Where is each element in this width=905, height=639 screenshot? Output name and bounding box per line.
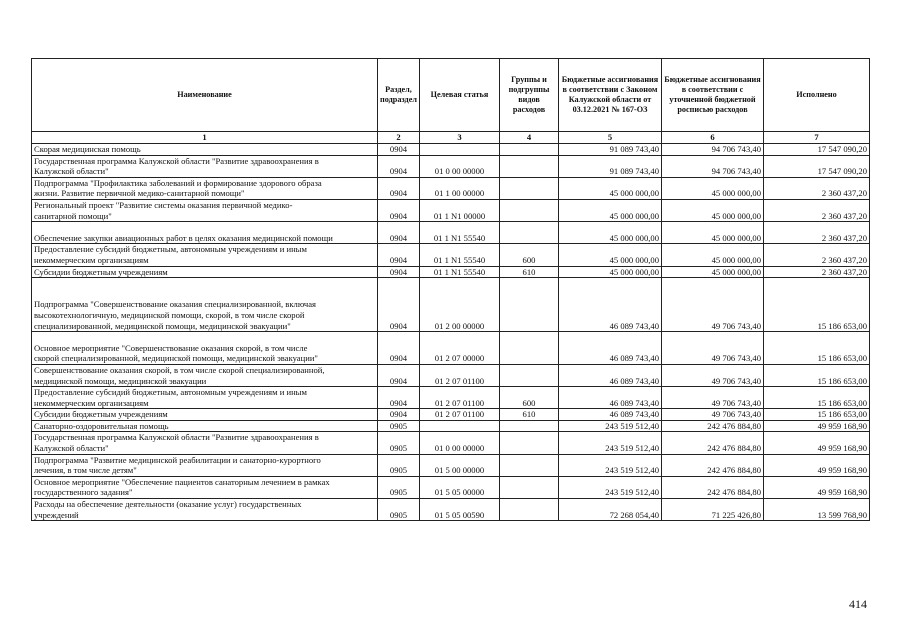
row-law-amount: 46 089 743,40 (559, 364, 662, 386)
row-name: Предоставление субсидий бюджетным, автономным учреждениям и иным некоммерческим организациям (32, 244, 378, 266)
table-row (32, 499, 870, 521)
row-group-code (500, 155, 559, 177)
row-group-code (500, 332, 559, 365)
row-target-code (420, 144, 500, 156)
table-row (32, 332, 870, 365)
row-target-code: 01 2 07 00000 (420, 332, 500, 365)
row-name: Субсидии бюджетным учреждениям (32, 409, 378, 421)
column-number: 5 (559, 132, 662, 144)
row-law-amount: 243 519 512,40 (559, 476, 662, 498)
row-law-amount: 45 000 000,00 (559, 199, 662, 221)
row-section: 0904 (378, 364, 420, 386)
row-executed-amount: 49 959 168,90 (764, 476, 870, 498)
column-number: 1 (32, 132, 378, 144)
row-name: Подпрограмма "Совершенствование оказания специализированной, включая высокотехнологичную, медицинской помощи, скорой, в том числе скорой специализированной, медицинской помощи, медицинской эвакуации" (32, 278, 378, 332)
row-executed-amount: 17 547 090,20 (764, 155, 870, 177)
table-row (32, 266, 870, 278)
row-group-code (500, 364, 559, 386)
row-law-amount: 243 519 512,40 (559, 420, 662, 432)
row-executed-amount: 2 360 437,20 (764, 244, 870, 266)
table-row (32, 420, 870, 432)
row-refined-amount: 94 706 743,40 (662, 155, 764, 177)
header-name: Наименование (32, 59, 378, 132)
header-section: Раздел, подраздел (378, 59, 420, 132)
row-target-code: 01 1 N1 55540 (420, 222, 500, 244)
column-number: 6 (662, 132, 764, 144)
row-target-code: 01 5 05 00000 (420, 476, 500, 498)
row-section: 0904 (378, 278, 420, 332)
row-section: 0904 (378, 177, 420, 199)
row-section: 0904 (378, 332, 420, 365)
header-row (32, 59, 870, 132)
row-target-code: 01 2 07 01100 (420, 387, 500, 409)
row-name: Санаторно-оздоровительная помощь (32, 420, 378, 432)
row-target-code: 01 0 00 00000 (420, 432, 500, 454)
table-row (32, 454, 870, 476)
row-section: 0904 (378, 222, 420, 244)
row-law-amount: 243 519 512,40 (559, 432, 662, 454)
row-section: 0904 (378, 266, 420, 278)
row-name: Совершенствование оказания скорой, в том числе скорой специализированной, медицинской помощи, медицинской эвакуации (32, 364, 378, 386)
table-row (32, 222, 870, 244)
row-refined-amount: 94 706 743,40 (662, 144, 764, 156)
header-law-allocations: Бюджетные ассигнования в соответствии с Законом Калужской области от 03.12.2021 № 167-ОЗ (559, 59, 662, 132)
row-law-amount: 46 089 743,40 (559, 409, 662, 421)
table-row (32, 387, 870, 409)
row-executed-amount: 49 959 168,90 (764, 420, 870, 432)
row-executed-amount: 2 360 437,20 (764, 177, 870, 199)
table-row (32, 199, 870, 221)
row-name: Региональный проект "Развитие системы оказания первичной медико- санитарной помощи" (32, 199, 378, 221)
row-executed-amount: 15 186 653,00 (764, 409, 870, 421)
row-group-code: 600 (500, 387, 559, 409)
row-group-code (500, 476, 559, 498)
row-executed-amount: 2 360 437,20 (764, 222, 870, 244)
row-law-amount: 45 000 000,00 (559, 244, 662, 266)
row-refined-amount: 242 476 884,80 (662, 432, 764, 454)
row-law-amount: 46 089 743,40 (559, 278, 662, 332)
row-executed-amount: 15 186 653,00 (764, 364, 870, 386)
row-executed-amount: 2 360 437,20 (764, 266, 870, 278)
row-target-code: 01 2 07 01100 (420, 364, 500, 386)
row-executed-amount: 49 959 168,90 (764, 432, 870, 454)
row-name: Основное мероприятие "Совершенствование оказания скорой, в том числе скорой специализированной, медицинской помощи, медицинской эвакуации" (32, 332, 378, 365)
row-section: 0904 (378, 387, 420, 409)
row-group-code: 610 (500, 266, 559, 278)
row-name: Субсидии бюджетным учреждениям (32, 266, 378, 278)
row-executed-amount: 15 186 653,00 (764, 278, 870, 332)
row-target-code: 01 1 N1 00000 (420, 199, 500, 221)
row-group-code (500, 144, 559, 156)
row-target-code: 01 0 00 00000 (420, 155, 500, 177)
row-refined-amount: 242 476 884,80 (662, 454, 764, 476)
row-name: Основное мероприятие "Обеспечение пациентов санаторным лечением в рамках государственного задания" (32, 476, 378, 498)
row-executed-amount: 15 186 653,00 (764, 332, 870, 365)
header-target: Целевая статья (420, 59, 500, 132)
row-target-code: 01 5 00 00000 (420, 454, 500, 476)
row-group-code (500, 454, 559, 476)
row-section: 0905 (378, 476, 420, 498)
row-law-amount: 45 000 000,00 (559, 177, 662, 199)
row-law-amount: 46 089 743,40 (559, 387, 662, 409)
row-refined-amount: 49 706 743,40 (662, 332, 764, 365)
row-refined-amount: 49 706 743,40 (662, 409, 764, 421)
table-row (32, 476, 870, 498)
budget-table (31, 58, 870, 521)
row-refined-amount: 45 000 000,00 (662, 266, 764, 278)
row-target-code: 01 1 N1 55540 (420, 244, 500, 266)
table-row (32, 278, 870, 332)
row-name: Подпрограмма "Профилактика заболеваний и формирование здорового образа жизни. Развитие первичной медико-санитарной помощи" (32, 177, 378, 199)
row-refined-amount: 49 706 743,40 (662, 387, 764, 409)
row-executed-amount: 15 186 653,00 (764, 387, 870, 409)
row-refined-amount: 49 706 743,40 (662, 278, 764, 332)
row-name: Подпрограмма "Развитие медицинской реабилитации и санаторно-курортного лечения, в том числе детям" (32, 454, 378, 476)
row-law-amount: 46 089 743,40 (559, 332, 662, 365)
row-refined-amount: 45 000 000,00 (662, 222, 764, 244)
row-law-amount: 91 089 743,40 (559, 155, 662, 177)
row-section: 0905 (378, 432, 420, 454)
row-refined-amount: 71 225 426,80 (662, 499, 764, 521)
row-section: 0905 (378, 420, 420, 432)
row-name: Предоставление субсидий бюджетным, автономным учреждениям и иным некоммерческим организациям (32, 387, 378, 409)
row-group-code (500, 278, 559, 332)
column-number: 3 (420, 132, 500, 144)
row-target-code: 01 1 N1 55540 (420, 266, 500, 278)
row-group-code (500, 199, 559, 221)
table-row (32, 177, 870, 199)
row-group-code (500, 420, 559, 432)
row-section: 0904 (378, 409, 420, 421)
row-law-amount: 45 000 000,00 (559, 222, 662, 244)
row-section: 0905 (378, 454, 420, 476)
row-refined-amount: 45 000 000,00 (662, 177, 764, 199)
row-target-code: 01 2 07 01100 (420, 409, 500, 421)
row-section: 0904 (378, 244, 420, 266)
header-groups: Группы и подгруппы видов расходов (500, 59, 559, 132)
row-target-code: 01 2 00 00000 (420, 278, 500, 332)
table-row (32, 155, 870, 177)
column-number: 4 (500, 132, 559, 144)
row-target-code: 01 5 05 00590 (420, 499, 500, 521)
row-executed-amount: 17 547 090,20 (764, 144, 870, 156)
row-name: Обеспечение закупки авиационных работ в целях оказания медицинской помощи (32, 222, 378, 244)
row-executed-amount: 49 959 168,90 (764, 454, 870, 476)
row-group-code (500, 177, 559, 199)
row-law-amount: 45 000 000,00 (559, 266, 662, 278)
table-row (32, 432, 870, 454)
row-law-amount: 243 519 512,40 (559, 454, 662, 476)
row-group-code: 600 (500, 244, 559, 266)
row-section: 0904 (378, 199, 420, 221)
row-group-code (500, 432, 559, 454)
row-refined-amount: 242 476 884,80 (662, 476, 764, 498)
table-row (32, 244, 870, 266)
row-name: Государственная программа Калужской области "Развитие здравоохранения в Калужской области" (32, 155, 378, 177)
column-number: 2 (378, 132, 420, 144)
table-row (32, 364, 870, 386)
row-group-code: 610 (500, 409, 559, 421)
row-section: 0904 (378, 144, 420, 156)
table-row (32, 409, 870, 421)
row-refined-amount: 45 000 000,00 (662, 244, 764, 266)
row-refined-amount: 45 000 000,00 (662, 199, 764, 221)
row-group-code (500, 222, 559, 244)
row-name: Расходы на обеспечение деятельности (оказание услуг) государственных учреждений (32, 499, 378, 521)
row-executed-amount: 2 360 437,20 (764, 199, 870, 221)
row-target-code (420, 420, 500, 432)
table-row (32, 144, 870, 156)
page-number: 414 (849, 597, 867, 611)
row-section: 0904 (378, 155, 420, 177)
header-refined-allocations: Бюджетные ассигнования в соответствии с уточненной бюджетной росписью расходов (662, 59, 764, 132)
row-group-code (500, 499, 559, 521)
column-number: 7 (764, 132, 870, 144)
row-name: Государственная программа Калужской области "Развитие здравоохранения в Калужской области" (32, 432, 378, 454)
row-law-amount: 91 089 743,40 (559, 144, 662, 156)
row-executed-amount: 13 599 768,90 (764, 499, 870, 521)
row-section: 0905 (378, 499, 420, 521)
row-refined-amount: 49 706 743,40 (662, 364, 764, 386)
row-refined-amount: 242 476 884,80 (662, 420, 764, 432)
row-target-code: 01 1 00 00000 (420, 177, 500, 199)
header-executed: Исполнено (764, 59, 870, 132)
column-number-row (32, 132, 870, 144)
row-law-amount: 72 268 054,40 (559, 499, 662, 521)
row-name: Скорая медицинская помощь (32, 144, 378, 156)
